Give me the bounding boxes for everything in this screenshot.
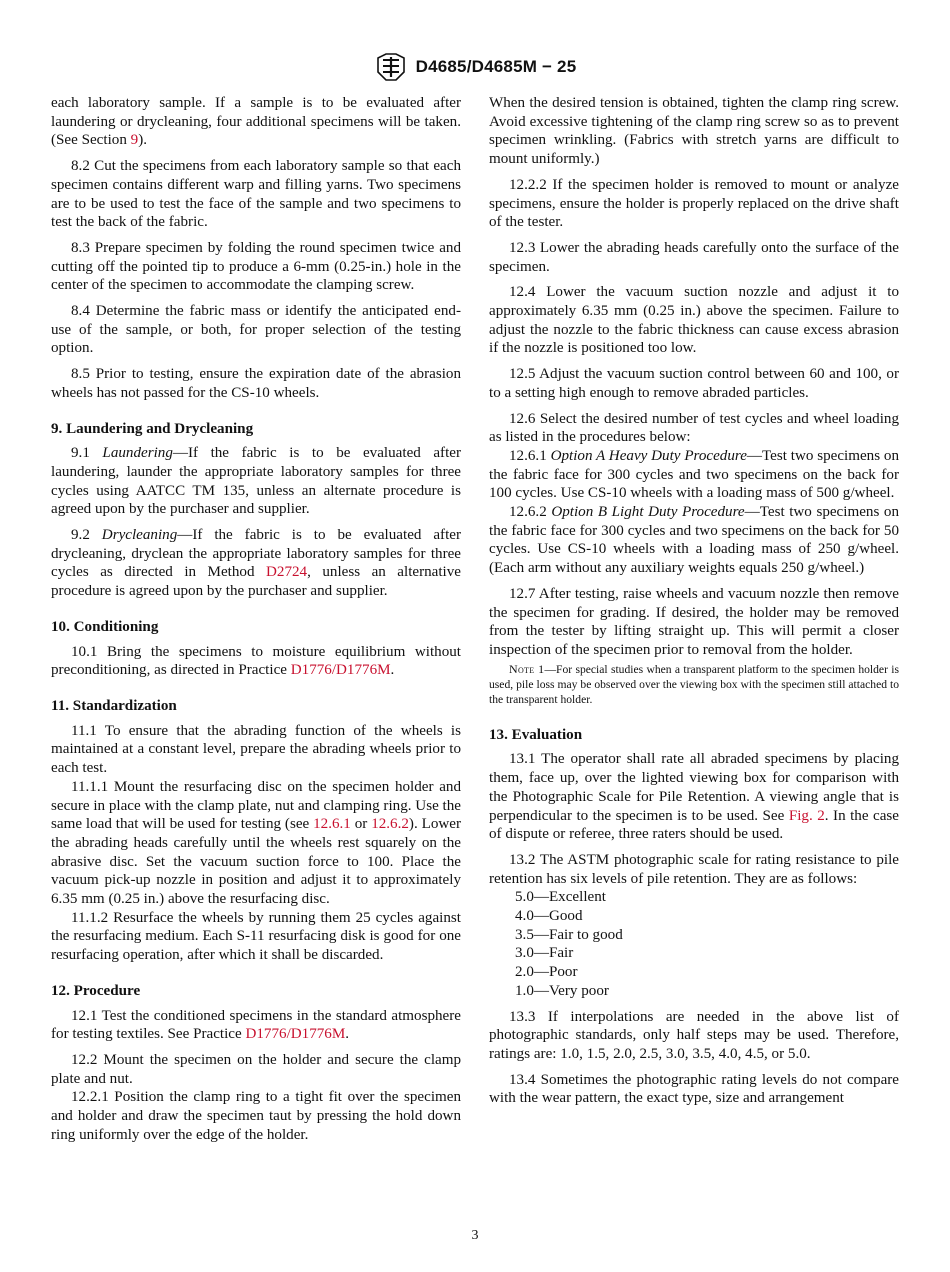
list-item: 3.5—Fair to good [515, 926, 623, 943]
heading-section-11: 11. Standardization [51, 697, 177, 714]
right-column [489, 94, 899, 1108]
heading-section-9: 9. Laundering and Drycleaning [51, 420, 254, 437]
paragraph-12-6-1: 12.6.1 Option A Heavy Duty Procedure—Test two specimens on the fabric face for 300 cycles and two specimens on the back for 100 cycles. Use CS-10 wheels with a loading mass of 500 g/wheel. [489, 447, 899, 502]
ref-12-6-2-link[interactable]: 12.6.2 [371, 816, 409, 833]
page-number: 3 [471, 1228, 479, 1243]
paragraph-12-6: 12.6 Select the desired number of test cycles and wheel loading as listed in the procedures below: [489, 410, 899, 446]
astm-logo-icon [374, 52, 408, 82]
paragraph-13-1: 13.1 The operator shall rate all abraded specimens by placing them, face up, over the lighted viewing box for comparison with the Photographic Scale for Pile Retention. A viewing angle that is perpendicular to the specimen is to be used. See Fig. 2. In the case of dispute or referee, three raters should be used. [489, 751, 899, 843]
ref-12-6-1-link[interactable]: 12.6.1 [313, 816, 351, 833]
paragraph-10-1: 10.1 Bring the specimens to moisture equilibrium without preconditioning, as directed in Practice D1776/D1776M. [51, 643, 461, 679]
note-1: Note 1—For special studies when a transparent platform to the specimen holder is used, pile loss may be observed over the viewing box with the specimen still attached to the transparent holder. [489, 661, 899, 706]
paragraph-12-3: 12.3 Lower the abrading heads carefully onto the surface of the specimen. [489, 239, 899, 275]
paragraph-12-7: 12.7 After testing, raise wheels and vacuum nozzle then remove the specimen for grading. If desired, the holder may be removed from the tester by lifting straight up. This will permit a closer inspection of the specimen prior to removal from the holder. [489, 585, 899, 658]
rating-scale-list [489, 888, 899, 1000]
list-item: 1.0—Very poor [515, 982, 609, 999]
list-item: 2.0—Poor [515, 964, 578, 981]
paragraph-11-1: 11.1 To ensure that the abrading function of the wheels is maintained at a constant level, prepare the abrading wheels prior to each test. [51, 722, 461, 777]
paragraph-12-2-1: 12.2.1 Position the clamp ring to a tight fit over the specimen and holder and draw the specimen taut by pressing the hold down ring uniformly over the edge of the holder. [51, 1089, 461, 1143]
d2724-link[interactable]: D2724 [266, 564, 308, 581]
paragraph-11-1-1: 11.1.1 Mount the resurfacing disc on the specimen holder and secure in place with the clamp plate, nut and clamping ring. Use the same load that will be used for testing (see 12.6.1 or 12.6.2). Lower the abrading heads carefully until the wheels rest squarely on the abrasive disc. Set the vacuum suction force to 100. Place the vacuum pick-up nozzle in position and adjust it to approximately 6.35 mm (0.25 in.) above the resurfacing disc. [51, 778, 461, 908]
left-column [51, 94, 461, 1144]
paragraph-9-1: 9.1 Laundering—If the fabric is to be evaluated after laundering, launder the appropriate laboratory samples for three cycles using AATCC TM 135, unless an alternate procedure is agreed upon by the purchaser and supplier. [51, 445, 462, 518]
heading-section-13: 13. Evaluation [489, 726, 583, 743]
paragraph-8-4: 8.4 Determine the fabric mass or identify the anticipated end-use of the sample, or both, for proper selection of the testing option. [51, 303, 461, 357]
paragraph-8-5: 8.5 Prior to testing, ensure the expiration date of the abrasion wheels has not passed for the CS-10 wheels. [51, 366, 461, 401]
list-item: 5.0—Excellent [515, 889, 606, 906]
paragraph-12-4: 12.4 Lower the vacuum suction nozzle and adjust it to approximately 6.35 mm (0.25 in.) above the specimen. Failure to adjust the nozzle to the fabric thickness can cause excess abrasion if the nozzle is positioned too low. [489, 284, 899, 357]
paragraph-12-2: 12.2 Mount the specimen on the holder and secure the clamp plate and nut. [51, 1051, 461, 1087]
document-id: D4685/D4685M − 25 [415, 57, 577, 76]
paragraph-12-2-1-cont: When the desired tension is obtained, tighten the clamp ring screw. Avoid excessive tightening of the clamp ring screw so as to prevent specimen wrinkling. (Fabrics with stretch yarns are difficult to mount uniformly.) [489, 95, 899, 168]
section-9-link[interactable]: 9 [130, 132, 139, 149]
paragraph-12-6-2: 12.6.2 Option B Light Duty Procedure—Test two specimens on the fabric face for 300 cycles and two specimens on the back for 50 cycles. Use CS-10 wheels with a loading mass of 250 g/wheel. (Each arm without any auxiliary weights equals 250 g/wheel.) [489, 504, 899, 577]
heading-section-12: 12. Procedure [51, 982, 141, 999]
paragraph-8-2: 8.2 Cut the specimens from each laboratory sample so that each specimen contains different warp and filling yarns. Two specimens are to be used to test the face of the sample and two specimens to test the back of the fabric. [51, 158, 461, 231]
page-header [0, 52, 950, 88]
fig-2-link[interactable]: Fig. 2 [788, 807, 825, 824]
d1776-link[interactable]: D1776/D1776M [290, 662, 391, 679]
paragraph-8-1-cont: each laboratory sample. If a sample is to be evaluated after laundering or drycleaning, four additional specimens will be taken. (See Section 9). [51, 95, 461, 149]
paragraph-11-1-2: 11.1.2 Resurface the wheels by running them 25 cycles against the resurfacing medium. Each S-11 resurfacing disk is good for one resurfacing operation, after which it shall be discarded. [51, 909, 461, 964]
list-item: 4.0—Good [515, 908, 583, 925]
list-item: 3.0—Fair [515, 945, 574, 962]
paragraph-13-2: 13.2 The ASTM photographic scale for rating resistance to pile retention has six levels of pile retention. They are as follows: [489, 851, 899, 887]
paragraph-9-2: 9.2 Drycleaning—If the fabric is to be evaluated after drycleaning, dryclean the appropriate laboratory samples for three cycles as directed in Method D2724, unless an alternative procedure is agreed upon by the purchaser and supplier. [51, 527, 462, 600]
d1776-link-2[interactable]: D1776/D1776M [245, 1026, 346, 1043]
heading-section-10: 10. Conditioning [51, 618, 159, 635]
paragraph-12-1: 12.1 Test the conditioned specimens in the standard atmosphere for testing textiles. See Practice D1776/D1776M. [51, 1007, 461, 1043]
paragraph-13-4: 13.4 Sometimes the photographic rating levels do not compare with the wear pattern, the exact type, size and arrangement [489, 1071, 899, 1107]
paragraph-12-5: 12.5 Adjust the vacuum suction control between 60 and 100, or to a setting high enough to remove abraded particles. [489, 366, 899, 401]
paragraph-13-3: 13.3 If interpolations are needed in the above list of photographic standards, only half steps may be used. Therefore, ratings are: 1.0, 1.5, 2.0, 2.5, 3.0, 3.5, 4.0, 4.5, or 5.0. [489, 1008, 899, 1062]
paragraph-8-3: 8.3 Prepare specimen by folding the round specimen twice and cutting off the pointed tip to produce a 6-mm (0.25-in.) hole in the center of the specimen to accommodate the clamping screw. [51, 239, 461, 294]
paragraph-12-2-2: 12.2.2 If the specimen holder is removed to mount or analyze specimens, ensure the holder is properly replaced on the drive shaft of the tester. [489, 176, 899, 231]
